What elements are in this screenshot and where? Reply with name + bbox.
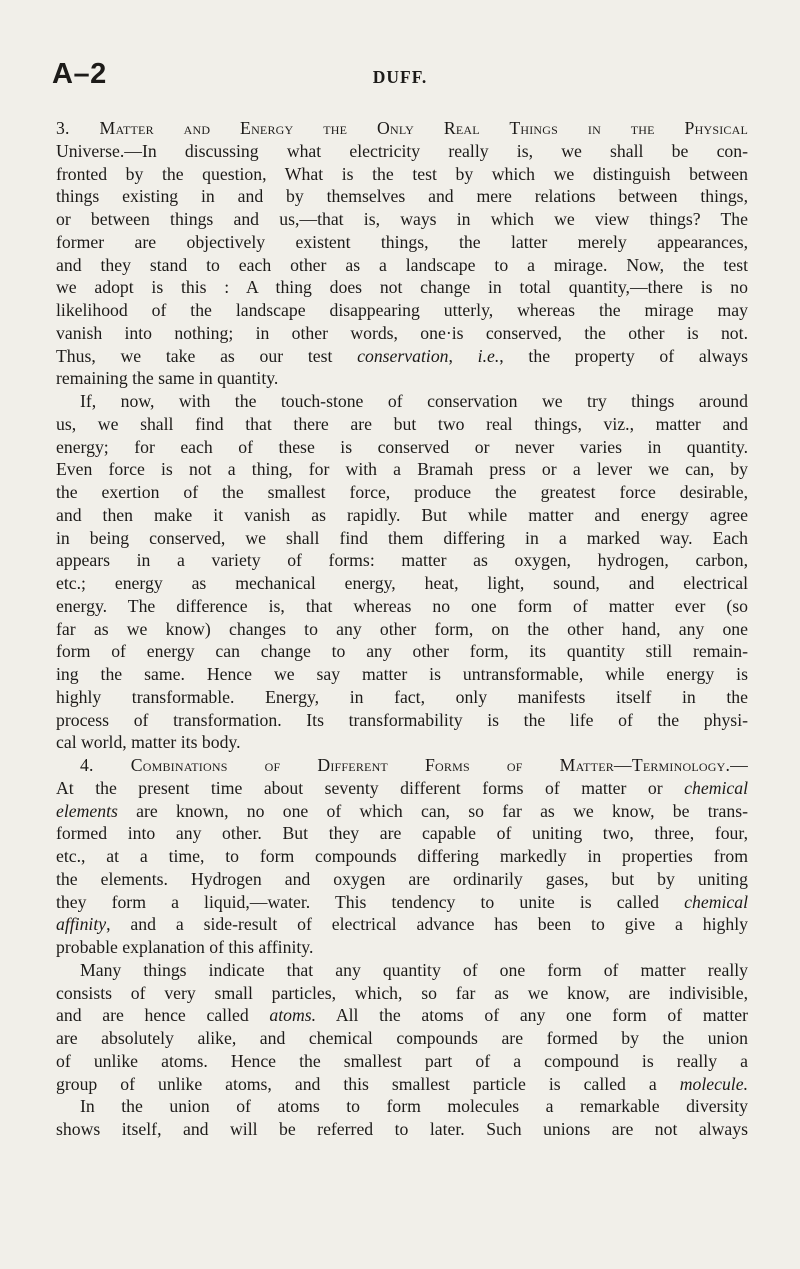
text-line: shows itself, and will be referred to later. Such unions are not always	[56, 1119, 748, 1139]
text-line: we adopt is this : A thing does not change in total quantity,—there is no	[56, 277, 748, 298]
text-line: the exertion of the smallest force, produce the greatest force desirable,	[56, 482, 748, 502]
text-line: highly transformable. Energy, in fact, only manifests itself in the	[56, 686, 748, 707]
text-line: group of unlike atoms, and this smallest particle is called a molecule.	[56, 1073, 748, 1094]
text-line: affinity, and a side-result of electrical advance has been to give a highly	[56, 914, 748, 935]
text-line: the elements. Hydrogen and oxygen are ordinarily gases, but by uniting	[56, 868, 748, 889]
text-line: and they stand to each other as a landscape to a mirage. Now, the test	[56, 254, 748, 275]
text-line: appears in a variety of forms: matter as oxygen, hydrogen, carbon,	[56, 550, 748, 571]
text-line: ing the same. Hence we say matter is untransformable, while energy is	[56, 664, 748, 684]
text-line: vanish into nothing; in other words, one·is conserved, the other is not.	[56, 322, 748, 343]
text-line: of unlike atoms. Hence the smallest part of a compound is really a	[56, 1050, 748, 1071]
text-line: and are hence called atoms. All the atoms of any one form of matter	[56, 1005, 748, 1026]
text-line: At the present time about seventy different forms of matter or chemical	[56, 777, 748, 798]
text-line: cal world, matter its body.	[56, 732, 241, 753]
text-line: energy. The difference is, that whereas no one form of matter ever (so	[56, 595, 748, 616]
text-line: in being conserved, we shall find them differing in a marked way. Each	[56, 527, 748, 548]
text-line: fronted by the question, What is the test by which we distinguish between	[56, 163, 748, 184]
text-line: are absolutely alike, and chemical compounds are formed by the union	[56, 1028, 748, 1048]
text-line: remaining the same in quantity.	[56, 368, 279, 389]
text-line: things existing in and by themselves and mere relations between things,	[56, 186, 748, 207]
text-line: far as we know) changes to any other form, on the other hand, any one	[56, 618, 748, 639]
text-line: they form a liquid,—water. This tendency to unite is called chemical	[56, 891, 748, 912]
text-line: formed into any other. But they are capable of uniting two, three, four,	[56, 823, 748, 844]
text-line: If, now, with the touch-stone of conservation we try things around	[80, 391, 748, 411]
text-line: elements are known, no one of which can, so far as we know, be trans-	[56, 800, 748, 821]
page-header	[0, 58, 800, 98]
text-line: likelihood of the landscape disappearing utterly, whereas the mirage may	[56, 300, 748, 320]
text-line: etc.; energy as mechanical energy, heat, light, sound, and electrical	[56, 573, 748, 593]
text-line: probable explanation of this affinity.	[56, 937, 314, 957]
text-line: form of energy can change to any other form, its quantity still remain-	[56, 641, 748, 662]
text-line: etc., at a time, to form compounds differing markedly in properties from	[56, 846, 748, 866]
body-text	[56, 117, 748, 1141]
text-line: Thus, we take as our test conservation, i.e., the property of always	[56, 345, 748, 366]
text-line: former are objectively existent things, the latter merely appearances,	[56, 231, 748, 252]
running-title: DUFF.	[372, 67, 428, 87]
text-line: Even force is not a thing, for with a Bramah press or a lever we can, by	[56, 459, 748, 480]
text-line: 3. Matter and Energy the Only Real Things in the Physical	[56, 118, 748, 138]
text-line: energy; for each of these is conserved or never varies in quantity.	[56, 436, 748, 457]
text-line: consists of very small particles, which, so far as we know, are indivisible,	[56, 982, 748, 1003]
text-line: Universe.—In discussing what electricity really is, we shall be con-	[56, 140, 748, 161]
text-line: and then make it vanish as rapidly. But while matter and energy agree	[56, 504, 748, 525]
text-line: In the union of atoms to form molecules a remarkable diversity	[80, 1096, 748, 1117]
page-label: A–2	[52, 58, 107, 90]
text-line: 4. Combinations of Different Forms of Matter—Terminology.—	[80, 755, 748, 775]
text-line: or between things and us,—that is, ways in which we view things? The	[56, 209, 748, 229]
text-line: Many things indicate that any quantity of one form of matter really	[80, 959, 748, 980]
text-line: us, we shall find that there are but two real things, viz., matter and	[56, 413, 748, 434]
text-line: process of transformation. Its transformability is the life of the physi-	[56, 709, 748, 730]
